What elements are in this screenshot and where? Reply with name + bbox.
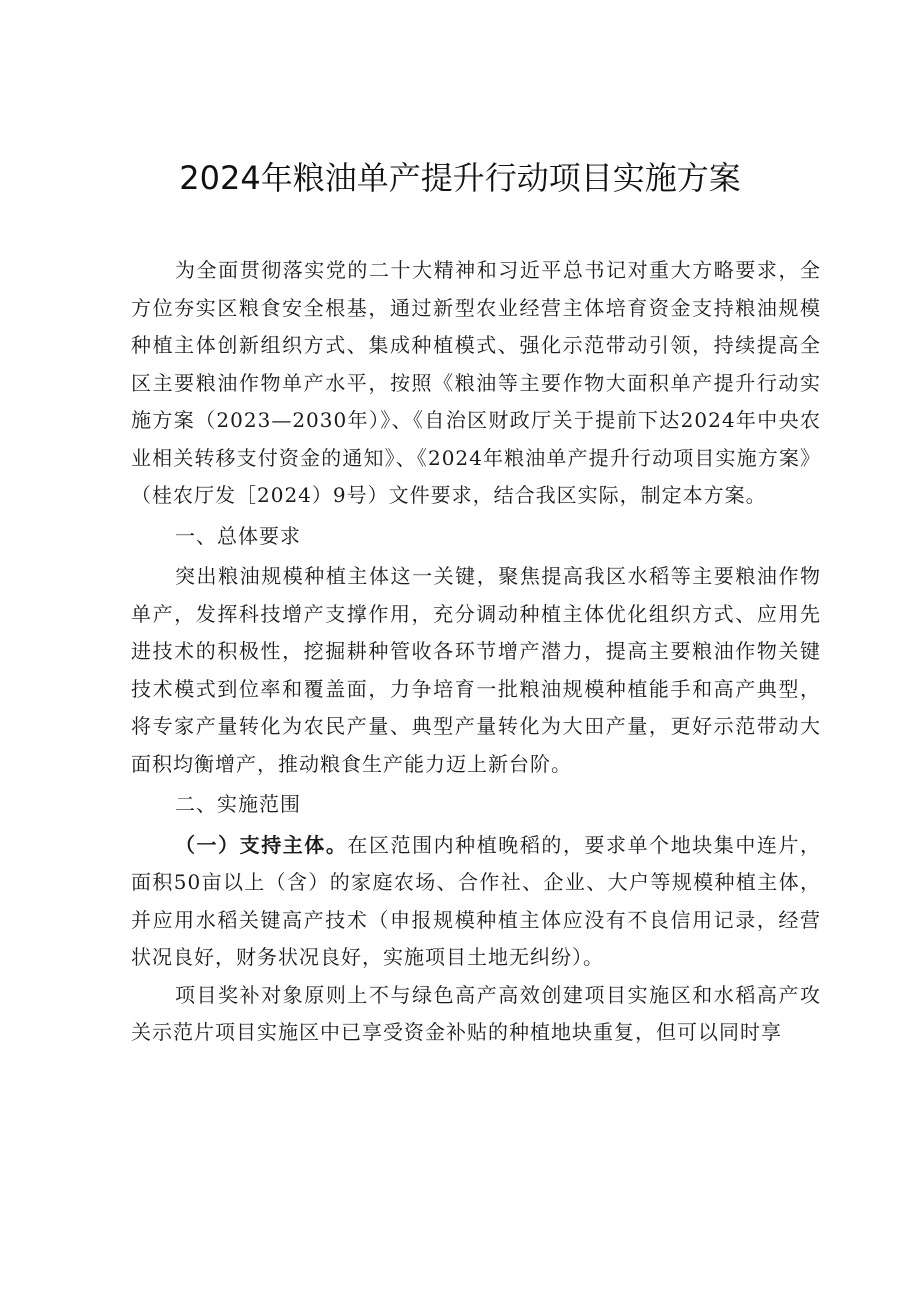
document-title: 2024年粮油单产提升行动项目实施方案: [179, 159, 741, 197]
document-body: [131, 252, 821, 1052]
supported-entities-lead: （一）支持主体。: [175, 832, 348, 857]
supported-entities-paragraph: [131, 827, 821, 977]
subsidy-rules-paragraph: 项目奖补对象原则上不与绿色高产高效创建项目实施区和水稻高产攻关示范片项目实施区中已享受资金补贴的种植地块重复，但可以同时享: [131, 982, 821, 1044]
supported-entities-text: 在区范围内种植晚稻的，要求单个地块集中连片，面积50亩以上（含）的家庭农场、合作社、企业、大户等规模种植主体，并应用水稻关键高产技术（申报规模种植主体应没有不良信用记录，经营状况良好，财务状况良好，实施项目土地无纠纷）。: [131, 832, 822, 969]
general-requirements-paragraph: 突出粮油规模种植主体这一关键，聚焦提高我区水稻等主要粮油作物单产，发挥科技增产支撑作用，充分调动种植主体优化组织方式、应用先进技术的积极性，挖掘耕种管收各环节增产潜力，提高主要粮油作物关键技术模式到位率和覆盖面，力争培育一批粮油规模种植能手和高产典型，将专家产量转化为农民产量、典型产量转化为大田产量，更好示范带动大面积均衡增产，推动粮食生产能力迈上新台阶。: [131, 564, 821, 776]
section-heading-scope: 二、实施范围: [175, 792, 301, 816]
intro-paragraph: 为全面贯彻落实党的二十大精神和习近平总书记对重大方略要求，全方位夯实区粮食安全根基，通过新型农业经营主体培育资金支持粮油规模种植主体创新组织方式、集成种植模式、强化示范带动引领，持续提高全区主要粮油作物单产水平，按照《粮油等主要作物大面积单产提升行动实施方案（2023—2030年）》、《自治区财政厅关于提前下达2024年中央农业相关转移支付资金的通知》、《2024年粮油单产提升行动项目实施方案》（桂农厅发［2024）9号）文件要求，结合我区实际，制定本方案。: [131, 258, 821, 507]
section-heading-general-requirements: 一、总体要求: [175, 523, 301, 548]
